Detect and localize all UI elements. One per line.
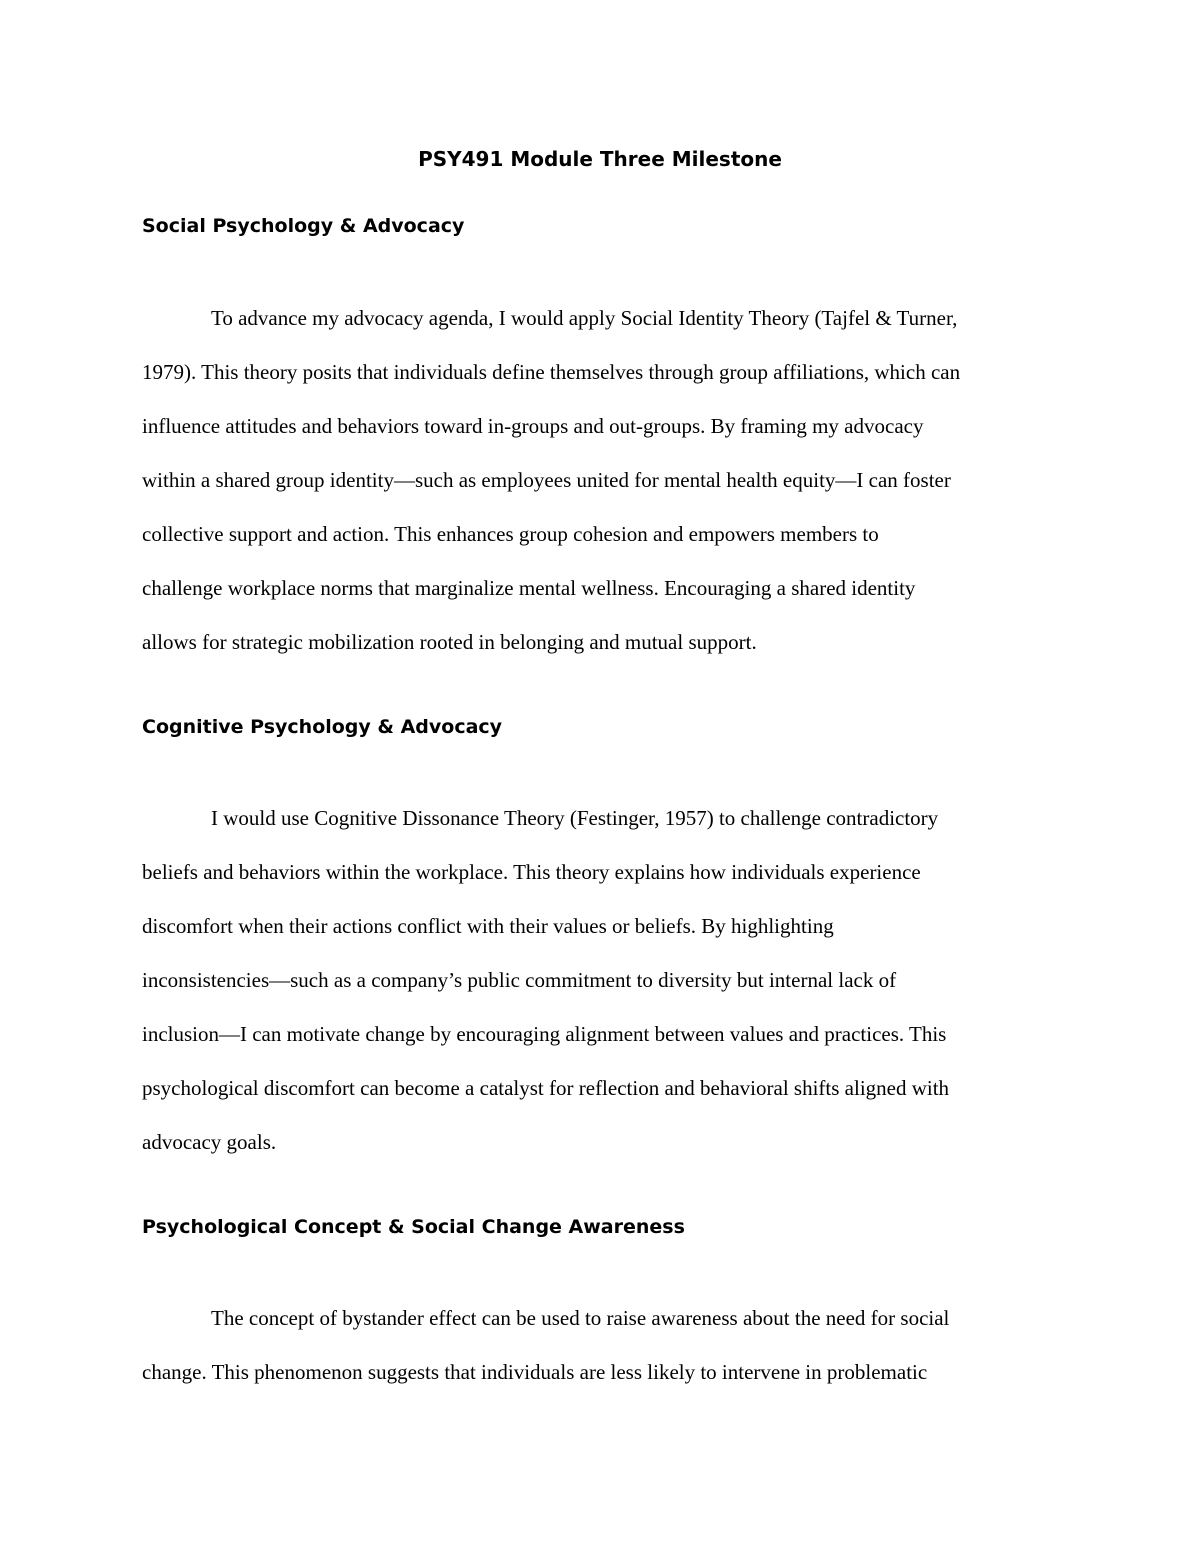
paragraph-line: challenge workplace norms that marginalize mental wellness. Encouraging a shared identity: [142, 576, 916, 600]
paragraph-line: To advance my advocacy agenda, I would apply Social Identity Theory (Tajfel & Turner,: [211, 306, 958, 330]
paragraph-line: allows for strategic mobilization rooted in belonging and mutual support.: [142, 630, 757, 654]
paragraph-line: change. This phenomenon suggests that individuals are less likely to intervene in problematic: [142, 1360, 928, 1384]
section-heading-social-change-awareness: Psychological Concept & Social Change Awareness: [142, 1216, 685, 1238]
paragraph-line: 1979). This theory posits that individuals define themselves through group affiliations, which can: [142, 360, 961, 384]
paragraph-line: inconsistencies—such as a company’s public commitment to diversity but internal lack of: [142, 968, 897, 992]
document-title: PSY491 Module Three Milestone: [418, 147, 782, 171]
paragraph-line: beliefs and behaviors within the workplace. This theory explains how individuals experience: [142, 860, 921, 884]
paragraph-line: The concept of bystander effect can be used to raise awareness about the need for social: [211, 1306, 950, 1330]
section-heading-cognitive-psychology: Cognitive Psychology & Advocacy: [142, 716, 503, 738]
paragraph-line: collective support and action. This enhances group cohesion and empowers members to: [142, 522, 879, 546]
paragraph-line: influence attitudes and behaviors toward in-groups and out-groups. By framing my advocacy: [142, 414, 924, 438]
paragraph-line: within a shared group identity—such as employees united for mental health equity—I can foster: [142, 468, 951, 492]
paragraph-line: advocacy goals.: [142, 1130, 277, 1154]
paragraph-line: discomfort when their actions conflict with their values or beliefs. By highlighting: [142, 914, 834, 938]
paragraph-line: psychological discomfort can become a catalyst for reflection and behavioral shifts aligned with: [142, 1076, 950, 1100]
paragraph-line: I would use Cognitive Dissonance Theory (Festinger, 1957) to challenge contradictory: [211, 806, 939, 830]
paragraph-line: inclusion—I can motivate change by encouraging alignment between values and practices. This: [142, 1022, 947, 1046]
section-heading-social-psychology: Social Psychology & Advocacy: [142, 215, 465, 237]
